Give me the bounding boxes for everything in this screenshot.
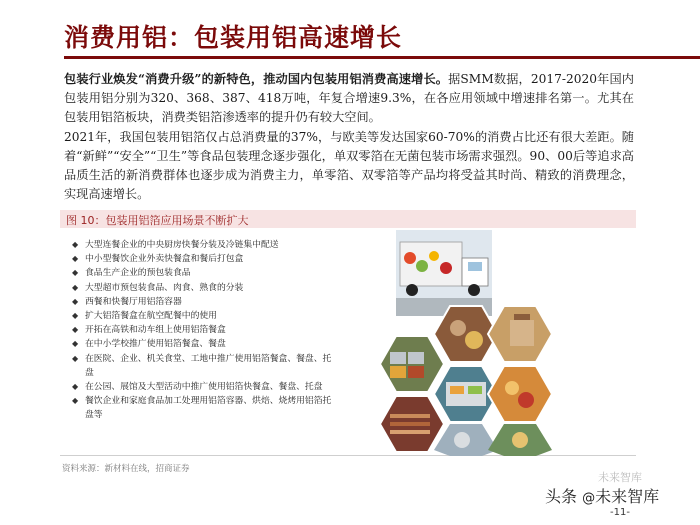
list-item — [72, 281, 340, 295]
food-hexagons — [380, 306, 552, 456]
list-item-text: 食品生产企业的预包装食品 — [85, 268, 191, 279]
application-list — [72, 238, 340, 423]
bullet-icon: ◆ — [72, 339, 79, 349]
list-item — [72, 380, 340, 394]
list-item — [72, 309, 340, 323]
paragraph-1 — [64, 70, 634, 127]
page-title: 消费用铝：包装用铝高速增长 — [64, 23, 403, 52]
list-item — [72, 266, 340, 280]
watermark-prefix: 头条 — [545, 487, 578, 506]
figure-image-collage — [350, 228, 634, 456]
title-divider — [64, 56, 700, 59]
list-item-text: 中小型餐饮企业外卖快餐盒和餐后打包盒 — [85, 254, 244, 265]
bullet-icon: ◆ — [72, 325, 79, 335]
list-item-text: 在公园、展馆及大型活动中推广使用铝箔快餐盒、餐盘、托盘 — [85, 382, 323, 393]
list-item — [72, 394, 340, 422]
list-item — [72, 323, 340, 337]
bullet-icon: ◆ — [72, 353, 79, 363]
watermark-faint-text: 未来智库 — [598, 471, 642, 484]
bullet-icon: ◆ — [72, 382, 79, 392]
watermark — [545, 484, 659, 507]
paragraph-1-body: 据SMM数据，2017-2020年国内包装用铝分别为320、368、387、418万吨，年复合增速9.3%，在各应用领域中增速排名第一。尤其在包装用铝箔板块，消费类铝箔渗透率的提升仍有较大空间。 — [64, 72, 634, 124]
bullet-icon: ◆ — [72, 396, 79, 406]
list-item — [72, 238, 340, 252]
list-item-text: 在中小学校推广使用铝箔餐盒、餐盘 — [85, 339, 226, 350]
list-item-text: 大型超市预包装食品、肉食、熟食的分装 — [85, 282, 244, 293]
collage-illustration — [350, 228, 634, 456]
truck-photo — [396, 230, 492, 316]
bullet-icon: ◆ — [72, 240, 79, 249]
page-number: -11- — [610, 507, 630, 518]
list-item-text: 大型连餐企业的中央厨房快餐分装及冷链集中配送 — [85, 240, 279, 250]
bullet-icon: ◆ — [72, 268, 79, 278]
list-item-text: 开拓在高铁和动车组上使用铝箔餐盒 — [85, 325, 226, 336]
paragraph-1-lead: 包装行业焕发“消费升级”的新特色，推动国内包装用铝消费高速增长。 — [64, 72, 449, 86]
bullet-icon: ◆ — [72, 282, 79, 292]
figure-panel — [60, 228, 636, 456]
bullet-icon: ◆ — [72, 296, 79, 306]
list-item — [72, 295, 340, 309]
list-item-text: 西餐和快餐厅用铝箔容器 — [85, 296, 182, 307]
list-item — [72, 337, 340, 351]
list-item-text: 在医院、企业、机关食堂、工地中推广使用铝箔餐盒、餐盘、托盘 — [85, 353, 332, 378]
watermark-at: @ — [582, 491, 596, 506]
bullet-icon: ◆ — [72, 311, 79, 321]
list-item — [72, 252, 340, 266]
list-item-text: 餐饮企业和家庭食品加工处理用铝箔容器、烘焙、烧烤用铝箔托盘等 — [85, 396, 332, 421]
watermark-name: 未来智库 — [595, 487, 660, 506]
list-item — [72, 352, 340, 380]
source-note: 资料来源：新材料在线，招商证券 — [62, 464, 190, 474]
figure-caption: 图 10：包装用铝箔应用场景不断扩大 — [60, 210, 636, 228]
bullet-icon: ◆ — [72, 254, 79, 264]
list-item-text: 扩大铝箔餐盒在航空配餐中的使用 — [85, 311, 217, 322]
paragraph-2: 2021年，我国包装用铝箔仅占总消费量的37%，与欧美等发达国家60-70%的消费占比还有很大差距。随着“新鲜”“安全”“卫生”等食品包装理念逐步强化，单双零箔在无菌包装市场需求强烈。90、00后等追求高品质生活的新消费群体也逐步成为消费主力，单零箔、双零箔等产品均将受益其时尚、精致的消费理念，实现高速增长。 — [64, 130, 634, 201]
